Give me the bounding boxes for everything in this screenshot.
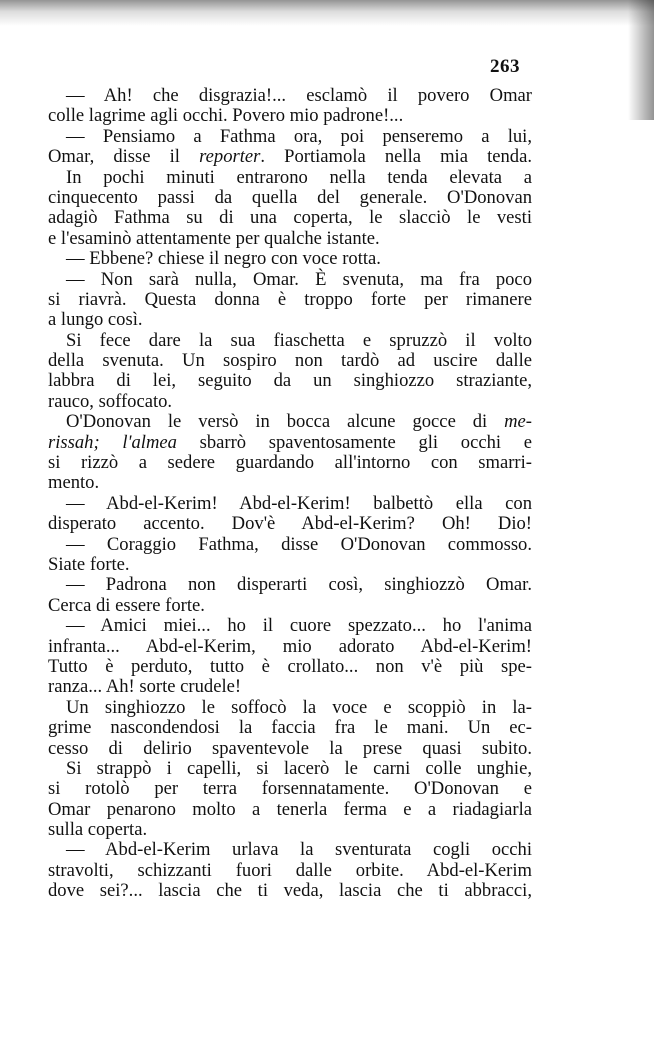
scan-shadow-right — [628, 0, 654, 120]
text-line — [48, 861, 532, 881]
body-text — [48, 86, 532, 902]
text-line — [48, 596, 532, 616]
text-line-content: Omar penarono molto a tenerla ferma e a riadagiarla — [48, 798, 532, 820]
text-line — [48, 188, 532, 208]
text-line-content: infranta... Abd-el-Kerim, mio adorato Abd-el-Kerim! — [48, 635, 532, 657]
text-line — [48, 535, 532, 555]
text-line-content: disperato accento. Dov'è Abd-el-Kerim? Oh! Dio! — [48, 513, 532, 535]
text-line — [48, 310, 532, 330]
text-line-content: a lungo così. — [48, 309, 143, 331]
text-line — [48, 453, 532, 473]
page-number: 263 — [490, 56, 520, 77]
text-line — [48, 514, 532, 534]
text-line-content: Si strappò i capelli, si lacerò le carni colle unghie, — [66, 757, 532, 779]
text-line — [48, 208, 532, 228]
text-line — [48, 249, 532, 269]
text-line — [48, 412, 532, 432]
text-line-content: della svenuta. Un sospiro non tardò ad uscire dalle — [48, 350, 532, 372]
text-line-content: Un singhiozzo le soffocò la voce e scoppiò in la- — [66, 696, 532, 718]
text-line — [48, 433, 532, 453]
text-line-content: stravolti, schizzanti fuori dalle orbite. Abd-el-Kerim — [48, 859, 532, 881]
text-line-content: — Ah! che disgrazia!... esclamò il povero Omar — [66, 85, 532, 106]
text-line — [48, 371, 532, 391]
text-line-continuation: sbarrò spaventosamente gli occhi e — [176, 431, 532, 453]
text-line — [48, 168, 532, 188]
text-line — [48, 106, 532, 126]
text-line — [48, 494, 532, 514]
text-line — [48, 718, 532, 738]
italic-text: reporter — [199, 146, 261, 168]
text-line-content: dove sei?... lascia che ti veda, lascia che ti abbracci, — [48, 880, 532, 902]
text-line-content: si riavrà. Questa donna è troppo forte per rimanere — [48, 288, 532, 310]
text-line — [48, 759, 532, 779]
text-line-content: — Amici miei... ho il cuore spezzato... ho l'anima — [66, 615, 532, 637]
text-line-content: Omar, disse il — [48, 146, 200, 168]
text-line-content: — Coraggio Fathma, disse O'Donovan commosso. — [66, 533, 532, 555]
text-line — [48, 840, 532, 860]
text-line-content: grime nascondendosi la faccia fra le mani. Un ec- — [48, 717, 532, 739]
text-line — [48, 127, 532, 147]
text-line — [48, 820, 532, 840]
text-line-content: sulla coperta. — [48, 819, 148, 841]
text-line — [48, 555, 532, 575]
text-line-content: In pochi minuti entrarono nella tenda elevata a — [66, 166, 532, 188]
text-line — [48, 575, 532, 595]
text-line-content: adagiò Fathma su di una coperta, le slacciò le vesti — [48, 207, 532, 229]
text-line-content: — Abd-el-Kerim! Abd-el-Kerim! balbettò ella con — [66, 492, 532, 514]
text-line-content: — Padrona non disperarti così, singhiozzò Omar. — [66, 574, 532, 596]
text-line — [48, 637, 532, 657]
text-line-content: labbra di lei, seguito da un singhiozzo straziante, — [48, 370, 532, 392]
text-line — [48, 290, 532, 310]
text-line — [48, 881, 532, 901]
text-line-content: Siate forte. — [48, 553, 130, 575]
text-line — [48, 86, 532, 106]
text-line-content: cesso di delirio spaventevole la prese quasi subito. — [48, 737, 532, 759]
text-line-content: — Abd-el-Kerim urlava la sventurata cogli occhi — [66, 839, 532, 861]
text-line — [48, 147, 532, 167]
text-line — [48, 657, 532, 677]
text-line — [48, 270, 532, 290]
text-line-content: O'Donovan le versò in bocca alcune gocce di — [66, 411, 505, 433]
text-line — [48, 739, 532, 759]
text-line-content: — Non sarà nulla, Omar. È svenuta, ma fra poco — [66, 268, 532, 290]
italic-text: me- — [504, 411, 532, 433]
text-line-content: Tutto è perduto, tutto è crollato... non v'è più spe- — [48, 655, 532, 677]
text-line-content: cinquecento passi da quella del generale. O'Donovan — [48, 186, 532, 208]
scan-shadow-top — [0, 0, 654, 26]
text-line-content: Cerca di essere forte. — [48, 594, 205, 616]
text-line — [48, 229, 532, 249]
text-line-content: Si fece dare la sua fiaschetta e spruzzò il volto — [66, 329, 532, 351]
text-line — [48, 677, 532, 697]
text-line-content: ranza... Ah! sorte crudele! — [48, 676, 242, 698]
text-line — [48, 331, 532, 351]
text-line — [48, 779, 532, 799]
text-line — [48, 473, 532, 493]
text-line-content: si rizzò a sedere guardando all'intorno con smarri- — [48, 452, 532, 474]
text-line-continuation: . Portiamola nella mia tenda. — [260, 146, 532, 168]
italic-text: rissah; l'almea — [48, 431, 177, 453]
text-line-content: — Ebbene? chiese il negro con voce rotta. — [66, 248, 381, 270]
text-line-content: si rotolò per terra forsennatamente. O'Donovan e — [48, 778, 532, 800]
text-line-content: — Pensiamo a Fathma ora, poi penseremo a lui, — [66, 125, 532, 147]
text-line-content: e l'esaminò attentamente per qualche istante. — [48, 227, 380, 249]
text-line — [48, 698, 532, 718]
text-line — [48, 392, 532, 412]
text-line — [48, 351, 532, 371]
text-line-content: colle lagrime agli occhi. Povero mio padrone!... — [48, 105, 404, 127]
text-line-content: mento. — [48, 472, 100, 494]
text-line-content: rauco, soffocato. — [48, 390, 173, 412]
text-line — [48, 616, 532, 636]
text-line — [48, 800, 532, 820]
